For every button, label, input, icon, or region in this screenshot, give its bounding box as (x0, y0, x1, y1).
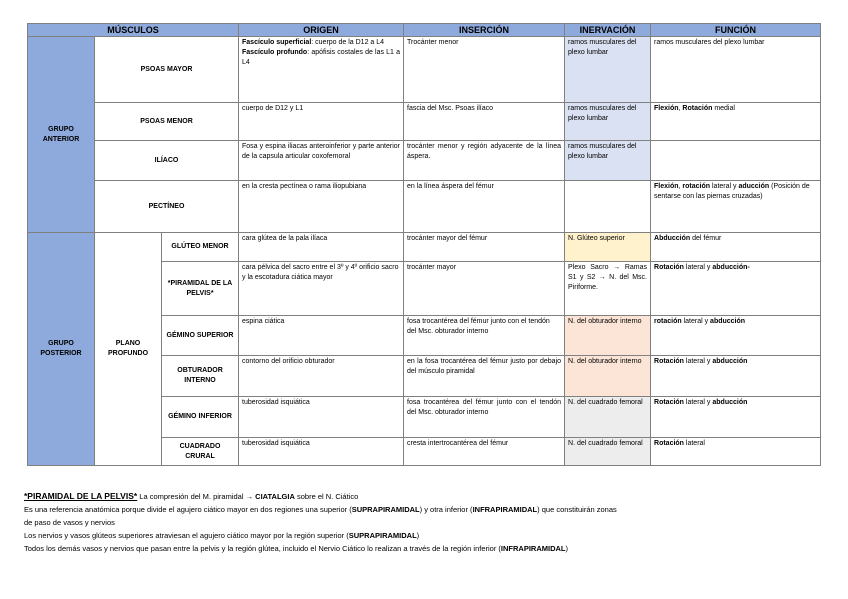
inervacion-cell: N. del obturador interno (565, 356, 651, 397)
origen-cell: cuerpo de D12 y L1 (239, 103, 404, 141)
inervacion-cell: N. Glúteo superior (565, 233, 651, 262)
insercion-cell: fascia del Msc. Psoas ilíaco (404, 103, 565, 141)
funcion-cell: Rotación lateral y abducción- (651, 262, 821, 316)
funcion-cell: Rotación lateral y abducción (651, 356, 821, 397)
muscle-name: PSOAS MENOR (95, 103, 239, 141)
note-line-3: de paso de vasos y nervios (24, 518, 115, 527)
insercion-cell: en la línea áspera del fémur (404, 181, 565, 233)
origen-label: Fascículo profundo (242, 49, 308, 56)
muscle-name: GLÚTEO MENOR (162, 233, 239, 262)
footnotes (24, 490, 824, 555)
muscle-name: PECTÍNEO (95, 181, 239, 233)
insercion-cell: fosa trocantérea del fémur junto con el tendón del Msc. obturador interno (404, 316, 565, 356)
table-row (28, 37, 821, 103)
note-title: *PIRAMIDAL DE LA PELVIS* (24, 491, 138, 501)
header-inervacion: INERVACIÓN (565, 24, 651, 37)
insercion-cell: trocánter mayor (404, 262, 565, 316)
origen-cell: en la cresta pectínea o rama iliopubiana (239, 181, 404, 233)
insercion-cell: trocánter mayor del fémur (404, 233, 565, 262)
muscle-name: ILÍACO (95, 141, 239, 181)
table-row (28, 103, 821, 141)
muscle-name: PSOAS MAYOR (95, 37, 239, 103)
note-line-4: Los nervios y vasos glúteos superiores atraviesan el agujero ciático mayor por la región superior (SUPRAPIRAMIDAL) (24, 531, 420, 540)
inervacion-cell: N. del cuadrado femoral (565, 397, 651, 438)
table-row (28, 141, 821, 181)
group-posterior: GRUPO POSTERIOR (28, 233, 95, 466)
origen-cell: tuberosidad isquiática (239, 397, 404, 438)
inervacion-cell (565, 181, 651, 233)
muscle-name: *PIRAMIDAL DE LA PELVIS* (162, 262, 239, 316)
funcion-cell: Abducción del fémur (651, 233, 821, 262)
table-row (28, 233, 821, 262)
inervacion-cell: N. del cuadrado femoral (565, 438, 651, 466)
origen-cell: Fosa y espina iliacas anteroinferior y parte anterior de la capsula articular coxofemoral (239, 141, 404, 181)
origen-cell: cara pélvica del sacro entre el 3º y 4º orificio sacro y la escotadura ciática mayor (239, 262, 404, 316)
muscle-name: GÉMINO SUPERIOR (162, 316, 239, 356)
insercion-cell: Trocánter menor (404, 37, 565, 103)
funcion-cell: Rotación lateral y abducción (651, 397, 821, 438)
inervacion-cell: ramos musculares del plexo lumbar (565, 37, 651, 103)
insercion-cell: fosa trocantérea del fémur junto con el tendón del Msc. obturador interno (404, 397, 565, 438)
funcion-cell: rotación lateral y abducción (651, 316, 821, 356)
origen-cell: Fascículo superficial: cuerpo de la D12 a L4 Fascículo profundo: apófisis costales de las L1 a L4 (239, 37, 404, 103)
note-line-2: Es una referencia anatómica porque divide el agujero ciático mayor en dos regiones una superior (SUPRAPIRAMIDAL) y otra inferior (INFRAPIRAMIDAL) que constituirán zonas (24, 505, 617, 514)
origen-cell: espina ciática (239, 316, 404, 356)
plane-label: PLANO PROFUNDO (95, 233, 162, 466)
insercion-cell: cresta intertrocantérea del fémur (404, 438, 565, 466)
funcion-cell (651, 141, 821, 181)
inervacion-cell: ramos musculares del plexo lumbar (565, 141, 651, 181)
funcion-cell: Rotación lateral (651, 438, 821, 466)
note-line-1: *PIRAMIDAL DE LA PELVIS* La compresión del M. piramidal → CIATALGIA sobre el N. Ciático (24, 491, 359, 501)
origen-cell: tuberosidad isquiática (239, 438, 404, 466)
funcion-cell: ramos musculares del plexo lumbar (651, 37, 821, 103)
inervacion-cell: Plexo Sacro → Ramas S1 y S2 → N. del Msc. Piriforme. (565, 262, 651, 316)
muscle-name: GÉMINO INFERIOR (162, 397, 239, 438)
funcion-cell: Flexión, rotación lateral y aducción (Posición de sentarse con las piernas cruzadas) (651, 181, 821, 233)
group-anterior: GRUPO ANTERIOR (28, 37, 95, 233)
inervacion-cell: N. del obturador interno (565, 316, 651, 356)
insercion-cell: trocánter menor y región adyacente de la línea áspera. (404, 141, 565, 181)
muscle-name: OBTURADOR INTERNO (162, 356, 239, 397)
header-musculos: MÚSCULOS (28, 24, 239, 37)
note-line-5: Todos los demás vasos y nervios que pasan entre la pelvis y la región glútea, incluido el Nervio Ciático lo realizan a través de la región inferior (INFRAPIRAMIDAL) (24, 544, 568, 553)
muscles-table (27, 23, 821, 466)
header-insercion: INSERCIÓN (404, 24, 565, 37)
header-funcion: FUNCIÓN (651, 24, 821, 37)
origen-cell: cara glútea de la pala ilíaca (239, 233, 404, 262)
funcion-cell: Flexión, Rotación medial (651, 103, 821, 141)
header-origen: ORIGEN (239, 24, 404, 37)
insercion-cell: en la fosa trocantérea del fémur justo por debajo del músculo piramidal (404, 356, 565, 397)
origen-label: Fascículo superficial (242, 39, 312, 46)
inervacion-cell: ramos musculares del plexo lumbar (565, 103, 651, 141)
header-row (28, 24, 821, 37)
origen-cell: contorno del orificio obturador (239, 356, 404, 397)
muscle-name: CUADRADO CRURAL (162, 438, 239, 466)
table-row (28, 181, 821, 233)
